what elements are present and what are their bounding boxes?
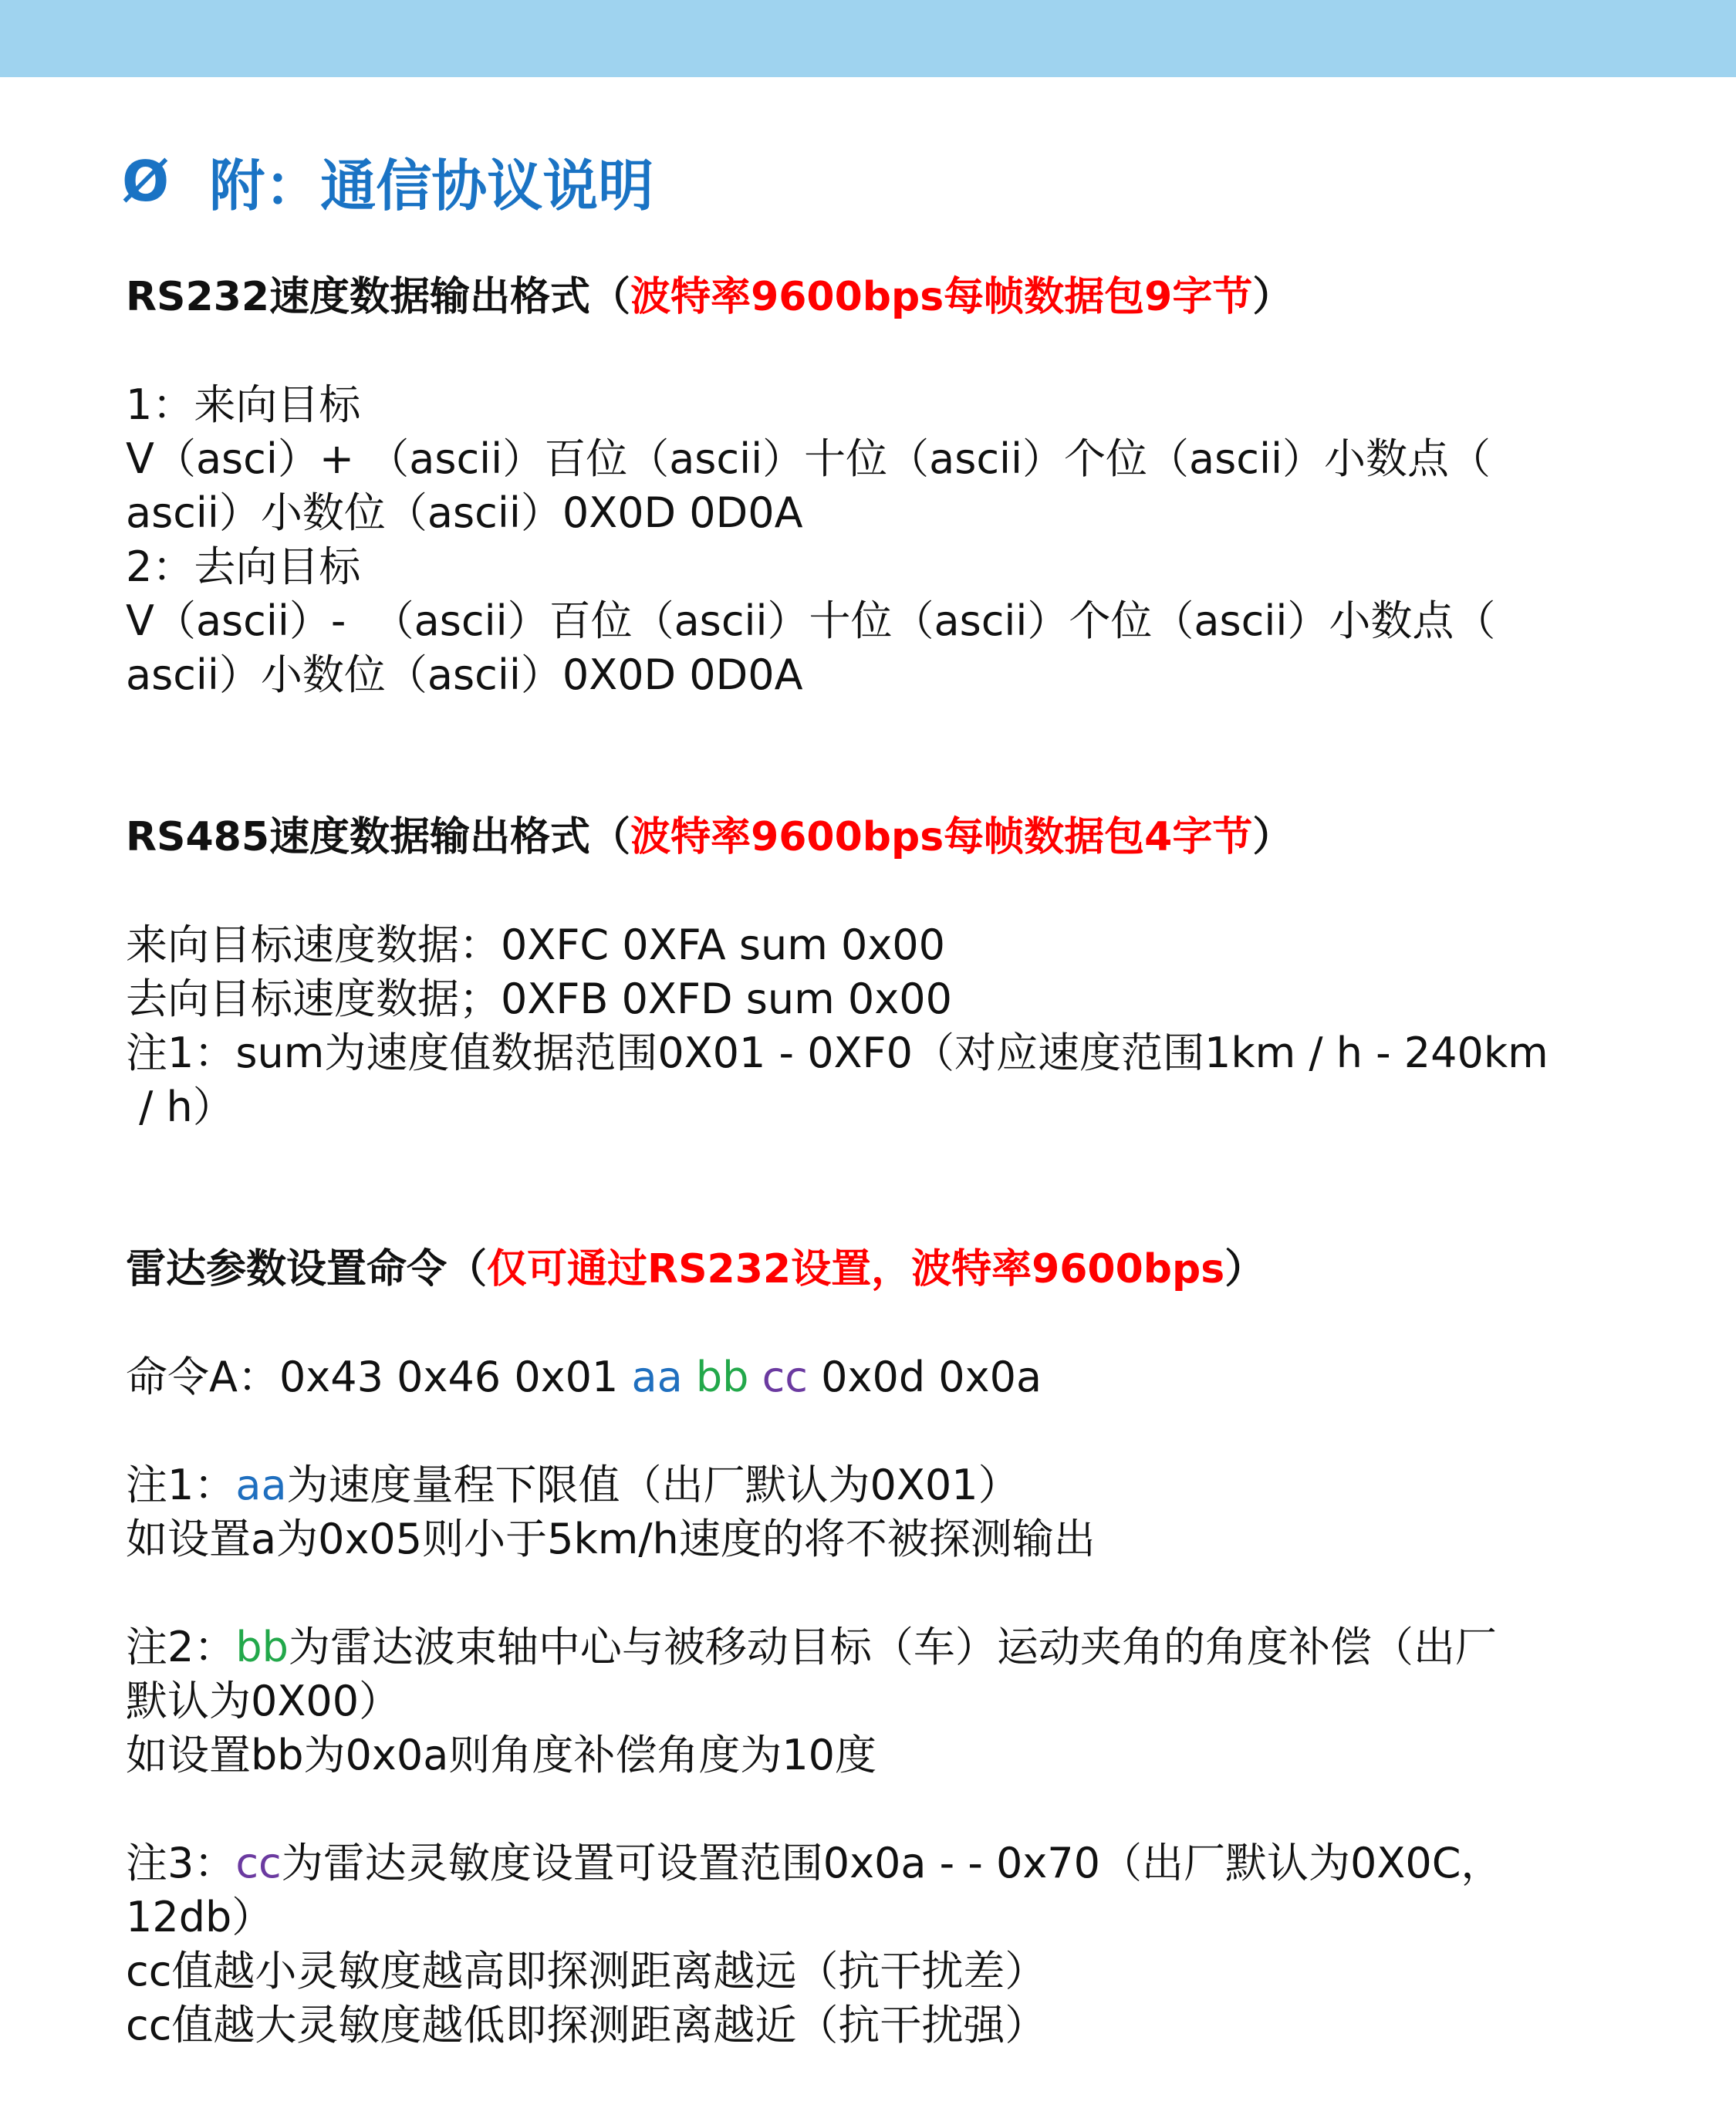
- rs232-heading-highlight: 波特率9600bps每帧数据包9字节: [630, 274, 1253, 320]
- rs485-line: 来向目标速度数据：0XFC 0XFA sum 0x00: [126, 921, 945, 969]
- rs232-line: V（ascii）- （ascii）百位（ascii）十位（ascii）个位（ascii）小数点（: [126, 596, 1496, 645]
- note3: [126, 1836, 1669, 1890]
- rs485-heading-text: RS485速度数据输出格式: [126, 814, 591, 860]
- note3-line3: cc值越小灵敏度越高即探测距离越远（抗干扰差）: [126, 1947, 1047, 1995]
- rs232-paren-open: （: [590, 274, 631, 320]
- rs485-line: 去向目标速度数据；0XFB 0XFD sum 0x00: [126, 975, 952, 1023]
- note1-key: aa: [235, 1461, 287, 1509]
- page-title: [122, 139, 1669, 224]
- command-suffix: 0x0d 0x0a: [808, 1353, 1042, 1401]
- note1: [126, 1458, 1669, 1512]
- rs232-paren-close: ）: [1252, 274, 1293, 320]
- rs232-line: ascii）小数位（ascii）0X0D 0D0A: [126, 650, 803, 699]
- command-param-bb: bb: [695, 1353, 749, 1401]
- bullet-icon: Ø: [122, 149, 170, 214]
- radar-heading-text: 雷达参数设置命令: [126, 1246, 448, 1292]
- note3-key: cc: [235, 1839, 282, 1887]
- radar-section: [126, 1242, 1669, 2052]
- radar-paren-open: （: [447, 1246, 488, 1292]
- rs485-heading: [126, 810, 1669, 864]
- rs485-paren-open: （: [590, 814, 631, 860]
- note3-label: 注3：: [126, 1839, 236, 1887]
- rs485-section: [126, 810, 1669, 1134]
- rs485-line: 注1：sum为速度值数据范围0X01 - 0XF0（对应速度范围1km / h - 240km: [126, 1029, 1549, 1077]
- note1-text: 为速度量程下限值（出厂默认为0X01）: [286, 1461, 1020, 1509]
- rs485-line: / h）: [126, 1083, 235, 1131]
- command-param-cc: cc: [762, 1353, 808, 1401]
- radar-heading: [126, 1242, 1669, 1296]
- rs232-line: ascii）小数位（ascii）0X0D 0D0A: [126, 488, 803, 537]
- radar-heading-highlight: 仅可通过RS232设置，波特率9600bps: [487, 1246, 1225, 1292]
- rs232-heading: [126, 270, 1669, 324]
- note2-text: 为雷达波束轴中心与被移动目标（车）运动夹角的角度补偿（出厂: [288, 1623, 1497, 1671]
- command-param-aa: aa: [631, 1353, 683, 1401]
- page-title-text: 附：通信协议说明: [209, 154, 654, 218]
- note2-label: 注2：: [126, 1623, 236, 1671]
- note1-line2: 如设置a为0x05则小于5km/h速度的将不被探测输出: [126, 1515, 1096, 1563]
- rs232-line: 1：来向目标: [126, 380, 361, 429]
- note3-line2: 12db）: [126, 1893, 274, 1941]
- note2-key: bb: [235, 1623, 289, 1671]
- rs485-paren-close: ）: [1252, 814, 1293, 860]
- note3-text: 为雷达灵敏度设置可设置范围0x0a - - 0x70（出厂默认为0X0C，: [281, 1839, 1503, 1887]
- radar-paren-close: ）: [1224, 1246, 1265, 1292]
- rs232-line: V（asci）+ （ascii）百位（ascii）十位（ascii）个位（ascii）小数点（: [126, 434, 1491, 483]
- rs232-section: [126, 270, 1669, 702]
- note2-line2: 默认为0X00）: [126, 1677, 401, 1725]
- command-prefix: 命令A：0x43 0x46 0x01: [126, 1353, 632, 1401]
- command-a: [126, 1350, 1669, 1404]
- note1-label: 注1：: [126, 1461, 236, 1509]
- note2: [126, 1620, 1669, 1674]
- note2-line3: 如设置bb为0x0a则角度补偿角度为10度: [126, 1731, 877, 1779]
- rs232-heading-text: RS232速度数据输出格式: [126, 274, 591, 320]
- rs232-line: 2：去向目标: [126, 542, 361, 591]
- note3-line4: cc值越大灵敏度越低即探测距离越近（抗干扰强）: [126, 2001, 1047, 2049]
- document-body: [122, 139, 1669, 2052]
- rs485-heading-highlight: 波特率9600bps每帧数据包4字节: [630, 814, 1253, 860]
- top-banner: [0, 0, 1736, 77]
